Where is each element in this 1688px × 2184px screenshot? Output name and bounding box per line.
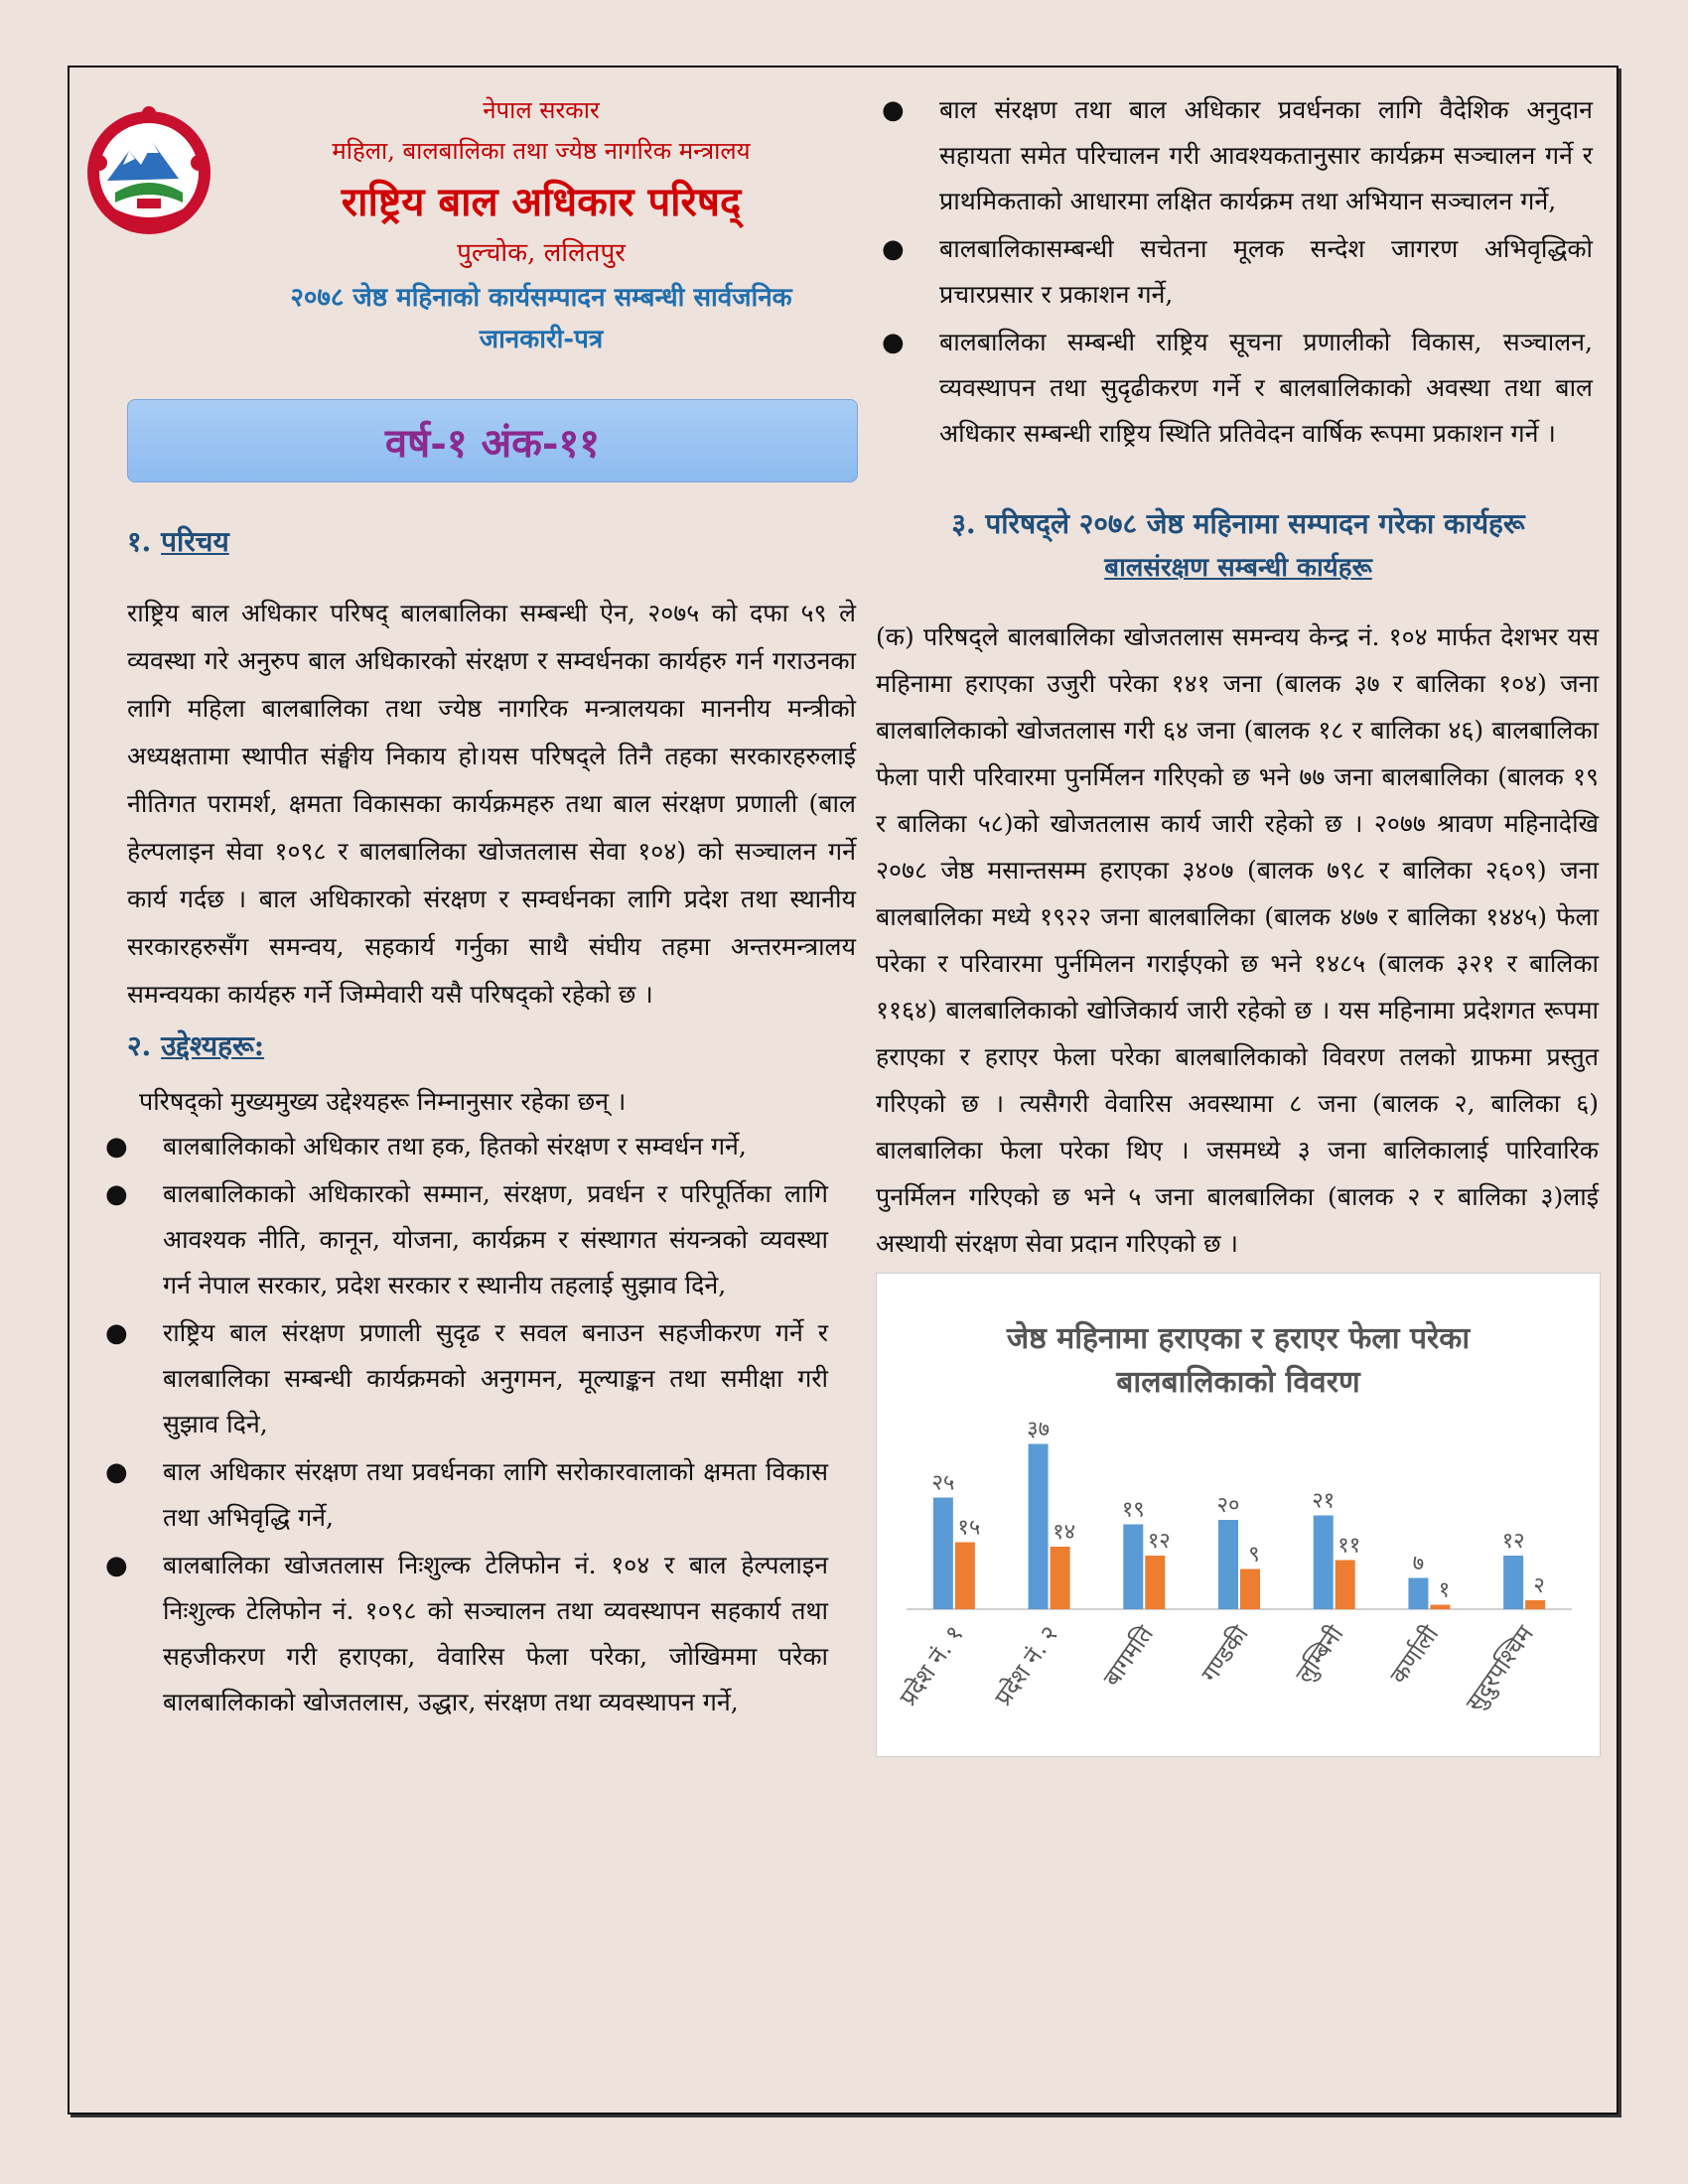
list-item-text: राष्ट्रिय बाल संरक्षण प्रणाली सुदृढ र सवल बनाउन सहजीकरण गर्ने र बालबालिका सम्बन्धी कार्यक्रमको अनुगमन, मूल्याङ्कन तथा समीक्षा गरी सुझाव दिने, <box>163 1318 828 1438</box>
bullet-icon: ● <box>105 1132 128 1161</box>
section-3-heading: ३. परिषद्ले २०७८ जेष्ठ महिनामा सम्पादन गरेका कार्यहरू <box>951 507 1525 540</box>
section-2-number: २. <box>127 1029 152 1062</box>
bar-data-label: २० <box>1216 1493 1240 1518</box>
x-tick-label: लुम्बिनी <box>1290 1620 1349 1689</box>
list-item-text: बालबालिका सम्बन्धी राष्ट्रिय सूचना प्रणालीको विकास, सञ्चालन, व्यवस्थापन तथा सुदृढीकरण गर्ने र बालबालिकाको अवस्था तथा बाल अधिकार सम्बन्धी राष्ट्रिय स्थिति प्रतिवेदन वार्षिक रूपमा प्रकाशन गर्ने । <box>939 328 1593 448</box>
bar-data-label: २५ <box>931 1470 955 1496</box>
list-item <box>876 320 1593 457</box>
list-item-text: बाल संरक्षण तथा बाल अधिकार प्रवर्धनका लागि वैदेशिक अनुदान सहायता समेत परिचालन गरी आवश्यकतानुसार कार्यक्रम सञ्चालन गर्ने र प्राथमिकताको आधारमा लक्षित कार्यक्रम तथा अभियान सञ्चालन गर्ने, <box>939 95 1593 215</box>
section-3-body: (क) परिषद्ले बालबालिका खोजतलास समन्वय केन्द्र नं. १०४ मार्फत देशभर यस महिनामा हराएका उजुरी परेका १४१ जना (बालक ३७ र बालिका १०४) जना बालबालिकाको खोजतलास गरी ६४ जना (बालक १८ र बालिका ४६) बालबालिका फेला पारी परिवारमा पुनर्मिलन गरिएको छ भने ७७ जना बालबालिका (बालक १९ र बालिका ५८)को खोजतलास कार्य जारी रहेको छ । २०७७ श्रावण महिनादेखि २०७८ जेष्ठ मसान्तसम्म हराएका ३४०७ (बालक ७९८ र बालिका २६०९) जना बालबालिका मध्ये १९२२ जना बालबालिका (बालक ४७७ र बालिका १४४५) फेला परेका र परिवारमा पुर्नमिलन गराईएको छ भने १४८५ (बालक ३२१ र बालिका ११६४) बालबालिकाको खोजिकार्य जारी रहेको छ । यस महिनामा प्रदेशगत रूपमा हराएका र हराएर फेला परेका बालबालिकाको विवरण तलको ग्राफमा प्रस्तुत गरिएको छ । त्यसैगरी वेवारिस अवस्थामा ८ जना (बालक २, बालिका ६) बालबालिका फेला परेका थिए । जसमध्ये ३ जना बालिकालाई पारिवारिक पुनर्मिलन गरिएको छ भने ५ जना बालबालिका (बालक २ र बालिका ३)लाई अस्थायी संरक्षण सेवा प्रदान गरिएको छ । <box>876 622 1599 1258</box>
chart-bar <box>1336 1561 1355 1610</box>
chart-bar <box>1525 1600 1545 1609</box>
chart-bar <box>1051 1547 1070 1609</box>
list-item <box>99 1171 828 1308</box>
bullet-icon: ● <box>105 1179 128 1209</box>
left-column <box>99 85 864 1725</box>
list-item <box>99 1124 828 1169</box>
bullet-icon: ● <box>105 1318 128 1348</box>
section-1-body: राष्ट्रिय बाल अधिकार परिषद् बालबालिका सम्बन्धी ऐन, २०७५ को दफा ५९ ले व्यवस्था गरे अनुरुप बाल अधिकारको संरक्षण र सम्वर्धनका कार्यहरु गर्न गराउनका लागि महिला बालबालिका तथा ज्येष्ठ नागरिक मन्त्रालयका माननीय मन्त्रीको अध्यक्षतामा स्थापीत संङ्घीय निकाय हो।यस परिषद्ले तिनै तहका सरकारहरुलाई नीतिगत परामर्श, क्षमता विकासका कार्यक्रमहरु तथा बाल संरक्षण प्रणाली (बाल हेल्पलाइन सेवा १०९८ र बालबालिका खोजतलास सेवा १०४) को सञ्चालन गर्ने कार्य गर्दछ । बाल अधिकारको संरक्षण र सम्वर्धनका लागि प्रदेश तथा स्थानीय सरकारहरुसँग समन्वय, सहकार्य गर्नुका साथै संघीय तहमा अन्तरमन्त्रालय समन्वयका कार्यहरु गर्ने जिम्मेवारी यसै परिषद्को रहेको छ । <box>127 599 856 1009</box>
list-item-text: बालबालिकाको अधिकारको सम्मान, संरक्षण, प्रवर्धन र परिपूर्तिका लागि आवश्यक नीति, कानून, योजना, कार्यक्रम र संस्थागत संयन्त्रको व्यवस्था गर्न नेपाल सरकार, प्रदेश सरकार र स्थानीय तहलाई सुझाव दिने, <box>163 1179 828 1299</box>
chart-bar <box>1430 1605 1450 1610</box>
chart-title-line-2: बालबालिकाको विवरण <box>1116 1365 1360 1400</box>
section-2-intro: परिषद्को मुख्यमुख्य उद्देश्यहरू निम्नानुसार रहेका छन् । <box>139 1087 627 1116</box>
chart-bar <box>1218 1520 1238 1609</box>
objectives-list-left <box>99 1124 828 1725</box>
bullet-icon: ● <box>882 234 905 264</box>
x-tick-label: सुदुरपश्चिम <box>1460 1620 1540 1717</box>
issue-banner: वर्ष-१ अंक-११ <box>127 399 858 482</box>
ministry-name: महिला, बालबालिका तथा ज्येष्ठ नागरिक मन्त्रालय <box>332 137 751 165</box>
list-item <box>876 87 1593 224</box>
bar-data-label: १५ <box>957 1515 981 1541</box>
subtitle-line-1: २०७८ जेष्ठ महिनाको कार्यसम्पादन सम्बन्धी सार्वजनिक <box>290 283 792 313</box>
bulletin-subtitle <box>218 277 864 360</box>
header <box>99 93 864 391</box>
x-tick-label: प्रदेश नं. २ <box>989 1620 1064 1711</box>
objectives-list-right <box>876 87 1593 457</box>
bar-data-label: ७ <box>1412 1551 1425 1576</box>
list-item-text: बाल अधिकार संरक्षण तथा प्रवर्धनका लागि सरोकारवालाको क्षमता विकास तथा अभिवृद्धि गर्ने, <box>163 1457 828 1532</box>
section-1-number: १. <box>127 525 152 558</box>
section-2-heading <box>127 1026 864 1064</box>
list-item <box>99 1543 828 1725</box>
section-1-title: परिचय <box>161 525 229 558</box>
x-tick-label: बागमति <box>1097 1620 1160 1692</box>
bullet-icon: ● <box>882 95 905 125</box>
bullet-icon: ● <box>882 328 905 357</box>
bar-data-label: २ <box>1533 1573 1545 1598</box>
chart-container <box>876 1273 1601 1757</box>
list-item <box>99 1449 828 1541</box>
bar-data-label: १२ <box>1501 1529 1525 1554</box>
chart-bar <box>1314 1516 1334 1610</box>
section-2-title: उद्देश्यहरू: <box>161 1029 265 1062</box>
chart-title-line-1: जेष्ठ महिनामा हराएका र हराएर फेला परेका <box>1006 1321 1471 1356</box>
chart-bar <box>1029 1444 1049 1610</box>
section-1-heading <box>127 522 864 560</box>
bar-data-label: १ <box>1438 1577 1451 1603</box>
section-3-subheading: बालसंरक्षण सम्बन्धी कार्यहरू <box>1104 553 1372 583</box>
x-tick-label: कर्णाली <box>1384 1620 1445 1690</box>
chart-bar <box>1503 1556 1523 1609</box>
list-item-text: बालबालिकासम्बन्धी सचेतना मूलक सन्देश जागरण अभिवृद्धिको प्रचारप्रसार र प्रकाशन गर्ने, <box>939 234 1593 309</box>
x-tick-label: प्रदेश नं. १ <box>894 1620 969 1711</box>
chart-bar <box>1123 1525 1143 1610</box>
government-name: नेपाल सरकार <box>483 96 600 124</box>
bar-data-label: १२ <box>1147 1529 1171 1554</box>
list-item <box>99 1310 828 1447</box>
chart-bar <box>955 1543 975 1610</box>
subtitle-line-2: जानकारी-पत्र <box>479 325 604 354</box>
bar-data-label: ३७ <box>1027 1417 1051 1442</box>
bar-data-label: १९ <box>1121 1497 1145 1523</box>
list-item-text: बालबालिका खोजतलास निःशुल्क टेलिफोन नं. १०४ र बाल हेल्पलाइन निःशुल्क टेलिफोन नं. १०९८ को सञ्चालन तथा व्यवस्थापन सहकार्य तथा सहजीकरण गरी हराएका, वेवारिस फेला परेका, जोखिममा परेका बालबालिकाको खोजतलास, उद्धार, संरक्षण तथा व्यवस्थापन गर्ने, <box>163 1551 828 1716</box>
bar-data-label: २१ <box>1312 1488 1336 1514</box>
bullet-icon: ● <box>105 1457 128 1487</box>
bar-data-label: ९ <box>1248 1542 1260 1568</box>
list-item-text: बालबालिकाको अधिकार तथा हक, हितको संरक्षण र सम्वर्धन गर्ने, <box>163 1132 747 1160</box>
council-location: पुल्चोक, ललितपुर <box>457 238 626 268</box>
document-page <box>68 66 1618 2115</box>
chart-bar <box>1145 1556 1165 1609</box>
right-column <box>876 85 1601 1757</box>
nepal-emblem-icon <box>79 103 218 242</box>
chart-bar <box>1408 1578 1428 1610</box>
list-item <box>876 226 1593 318</box>
bar-data-label: ११ <box>1337 1533 1361 1559</box>
bar-data-label: १४ <box>1053 1520 1076 1545</box>
bullet-icon: ● <box>105 1551 128 1580</box>
x-tick-label: गण्डकी <box>1196 1620 1254 1688</box>
council-name: राष्ट्रिय बाल अधिकार परिषद् <box>341 179 742 225</box>
chart-bar <box>1240 1570 1260 1610</box>
chart-bar <box>933 1498 953 1610</box>
bar-chart <box>877 1274 1600 1756</box>
